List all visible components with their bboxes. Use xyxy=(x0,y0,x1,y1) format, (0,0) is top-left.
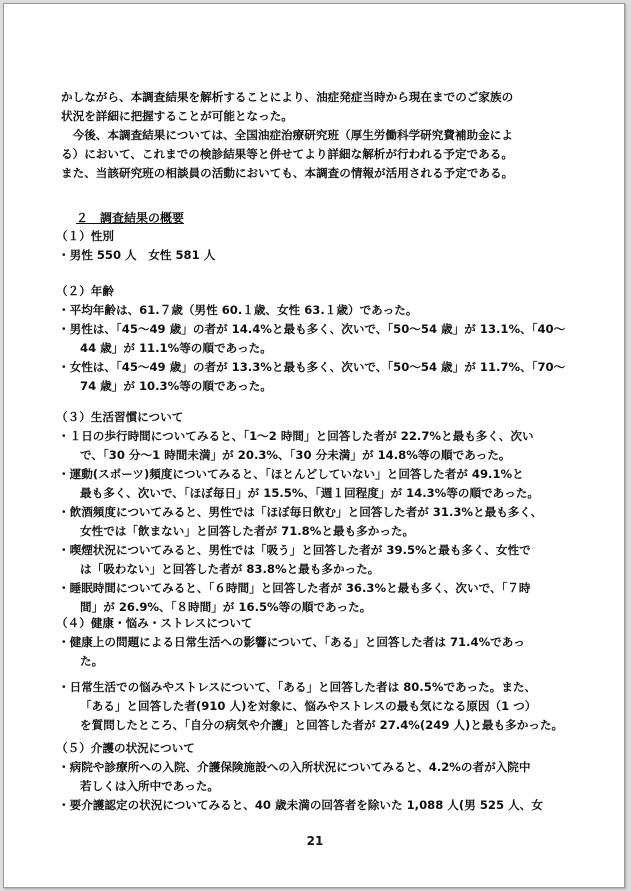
list-item-continuation: 若しくは入所中であった。 xyxy=(80,779,220,793)
intro-line: 今後、本調査結果については、全国油症治療研究班（厚生労働科学研究費補助金によ xyxy=(72,128,513,142)
subsection-lifestyle xyxy=(56,408,561,617)
subsection-heading: （３）生活習慣について xyxy=(56,410,184,424)
list-item-continuation: 間」が 26.9%、「８時間」が 16.5%等の順であった。 xyxy=(80,600,372,614)
subsection-care xyxy=(56,739,561,815)
list-item: ・睡眠時間についてみると、「６時間」と回答した者が 36.3%と最も多く、次いで、「７時 xyxy=(58,581,531,595)
page-number: 21 xyxy=(306,834,324,848)
list-item-continuation: は「吸わない」と回答した者が 83.8%と最も多かった。 xyxy=(80,562,380,576)
list-item: ・男性は、「45～49 歳」の者が 14.4%と最も多く、次いで、「50～54 歳」が 13.1%、「40～ xyxy=(58,322,566,336)
list-item-continuation: 女性では「飲まない」と回答した者が 71.8%と最も多かった。 xyxy=(80,524,415,538)
list-item: ・健康上の問題による日常生活への影響について、「ある」と回答した者は 71.4%であっ xyxy=(58,635,525,649)
intro-paragraph xyxy=(61,88,561,183)
list-item: ・日常生活での悩みやストレスについて、「ある」と回答した者は 80.5%であった。また、 xyxy=(58,680,537,694)
subsection-health-stress xyxy=(56,614,564,735)
list-item: ・飲酒頻度についてみると、男性では「ほぼ毎日飲む」と回答した者が 31.3%と最も多く、 xyxy=(58,505,543,519)
subsection-heading: （１）性別 xyxy=(56,229,114,243)
subsection-heading: （２）年齢 xyxy=(56,284,114,298)
list-item-continuation: で、「30 分～1 時間未満」が 20.3%、「30 分未満」が 14.8%等の順であった。 xyxy=(80,448,511,462)
intro-line: また、当該研究班の相談員の活動においても、本調査の情報が活用される予定である。 xyxy=(61,166,514,180)
subsection-age xyxy=(56,282,566,396)
list-item: ・平均年齢は、61.７歳（男性 60.１歳、女性 63.１歳）であった。 xyxy=(58,303,418,317)
list-item: ・病院や診療所への入院、介護保険施設への入所状況についてみると、4.2%の者が入院中 xyxy=(58,760,531,774)
subsection-heading: （５）介護の状況について xyxy=(56,741,195,755)
subsection-gender xyxy=(56,227,561,265)
subsection-heading: （４）健康・悩み・ストレスについて xyxy=(56,616,253,630)
intro-line: る）において、これまでの検診結果等と併せてより詳細な解析が行われる予定である。 xyxy=(61,147,513,161)
intro-line: 状況を詳細に把握することが可能となった。 xyxy=(61,109,293,123)
list-item: ・喫煙状況についてみると、男性では「吸う」と回答した者が 39.5%と最も多く、女性で xyxy=(58,543,531,557)
list-item-continuation: を質問したところ、「自分の病気や介護」と回答した者が 27.4%(249 人)と最も多かった。 xyxy=(80,718,564,732)
list-item-continuation: 74 歳」が 10.3%等の順であった。 xyxy=(80,379,272,393)
document-page xyxy=(3,3,625,888)
section-title: ２ 調査結果の概要 xyxy=(76,211,185,225)
list-item: ・女性は、「45～49 歳」の者が 13.3%と最も多く、次いで、「50～54 歳」が 11.7%、「70～ xyxy=(58,360,566,374)
list-item: ・男性 550 人 女性 581 人 xyxy=(58,248,216,262)
list-item-continuation: 「ある」と回答した者(910 人)を対象に、悩みやストレスの最も気になる原因（1 つ） xyxy=(80,699,537,713)
list-item-continuation: 最も多く、次いで、「ほぼ毎日」が 15.5%、「週１回程度」が 14.3%等の順であった。 xyxy=(80,486,539,500)
list-item-continuation: 44 歳」が 11.1%等の順であった。 xyxy=(80,341,272,355)
list-item: ・運動(スポーツ)頻度についてみると、「ほとんどしていない」と回答した者が 49.1%と xyxy=(58,467,524,481)
list-item: ・要介護認定の状況についてみると、40 歳未満の回答者を除いた 1,088 人(男 525 人、女 xyxy=(58,798,543,812)
list-item-continuation: た。 xyxy=(80,654,104,668)
intro-line: かしながら、本調査結果を解析することにより、油症発症当時から現在までのご家族の xyxy=(61,90,514,104)
list-item: ・１日の歩行時間についてみると、「1～2 時間」と回答した者が 22.7%と最も多く、次い xyxy=(58,429,534,443)
